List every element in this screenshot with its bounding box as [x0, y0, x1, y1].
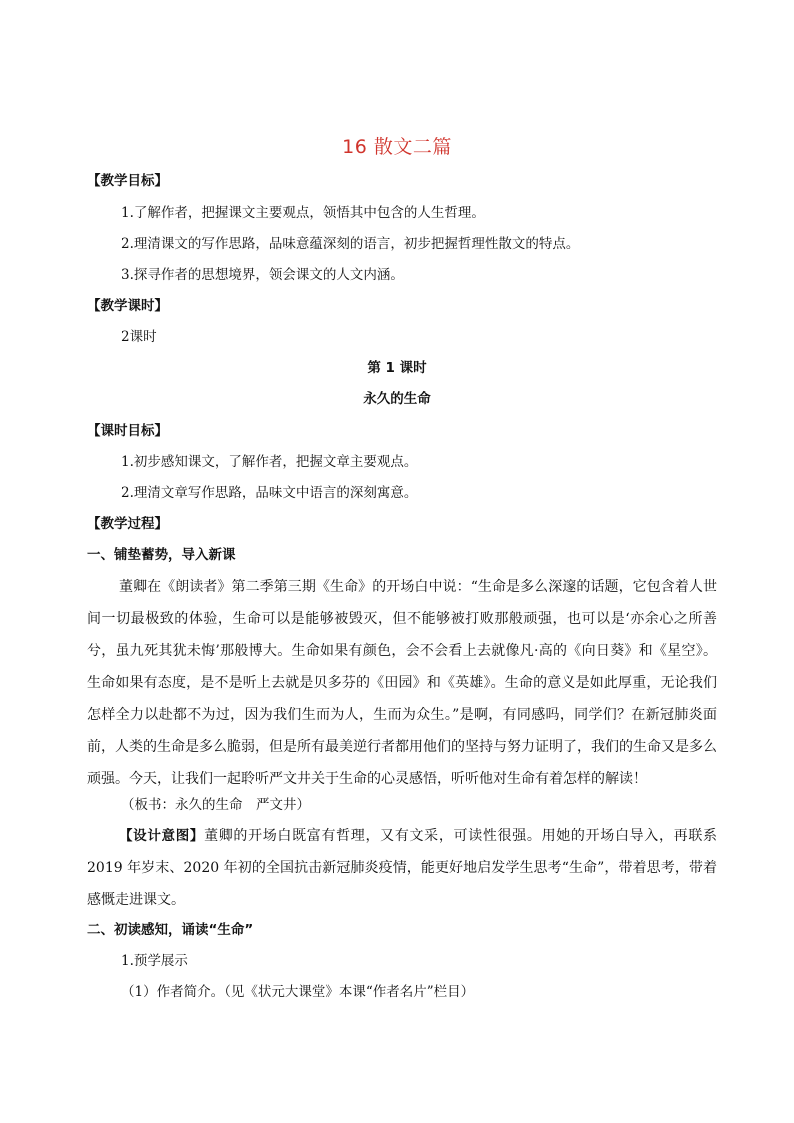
- section-1-heading: 一、铺垫蓄势，导入新课: [87, 547, 236, 563]
- lesson-goals-heading: 【课时目标】: [87, 423, 168, 439]
- periods-heading: 【教学课时】: [87, 298, 168, 314]
- lesson-title: 永久的生命: [363, 391, 431, 407]
- teaching-goals-heading: 【教学目标】: [87, 173, 168, 189]
- teaching-goal-3: 3.探寻作者的思想境界，领会课文的人文内涵。: [121, 267, 404, 283]
- subsection-1: 1.预学展示: [121, 953, 188, 969]
- lesson-goal-2: 2.理清文章写作思路，品味文中语言的深刻寓意。: [121, 485, 418, 501]
- subsection-1-item: （1）作者简介。（见《状元大课堂》本课“作者名片”栏目）: [121, 984, 475, 1000]
- design-intent-label: 【设计意图】: [119, 828, 205, 844]
- section-1-paragraph: 董卿在《朗读者》第二季第三期《生命》的开场白中说：“生命是多么深邃的话题，它包含着人世间一切最极致的体验，生命可以是能够被毁灭，但不能够被打败那般顽强，也可以是‘亦余心之所善兮，虽九死其犹未悔’那般博大。生命如果有颜色，会不会看上去就像凡·高的《向日葵》和《星空》。生命如果有态度，是不是听上去就是贝多芬的《田园》和《英雄》。生命的意义是如此厚重，无论我们怎样全力以赴都不为过，因为我们生而为人，生而为众生。”是啊，有同感吗，同学们？在新冠肺炎面前，人类的生命是多么脆弱，但是所有最美逆行者都用他们的坚持与努力证明了，我们的生命又是多么顽强。今天，让我们一起聆听严文井关于生命的心灵感悟，听听他对生命有着怎样的解读！: [87, 579, 717, 787]
- document-title: 16 散文二篇: [342, 136, 452, 158]
- lesson-heading: 第 1 课时: [367, 360, 427, 376]
- teaching-goal-1: 1.了解作者，把握课文主要观点，领悟其中包含的人生哲理。: [121, 205, 485, 221]
- lesson-goal-1: 1.初步感知课文，了解作者，把握文章主要观点。: [121, 454, 418, 470]
- board-note: （板书：永久的生命 严文井）: [121, 797, 310, 813]
- teaching-goal-2: 2.理清课文的写作思路，品味意蕴深刻的语言，初步把握哲理性散文的特点。: [121, 236, 580, 252]
- process-heading: 【教学过程】: [87, 516, 168, 532]
- periods-value: 2课时: [121, 329, 157, 345]
- design-intent-text: 董卿的开场白既富有哲理，又有文采，可读性很强。用她的开场白导入，再联系 2019 年岁末、2020 年初的全国抗击新冠肺炎疫情，能更好地启发学生思考“生命”，带着思考，带着感慨走进课文。: [87, 828, 718, 908]
- design-intent-paragraph: [87, 820, 717, 916]
- section-2-heading: 二、初读感知，诵读“生命”: [87, 922, 254, 938]
